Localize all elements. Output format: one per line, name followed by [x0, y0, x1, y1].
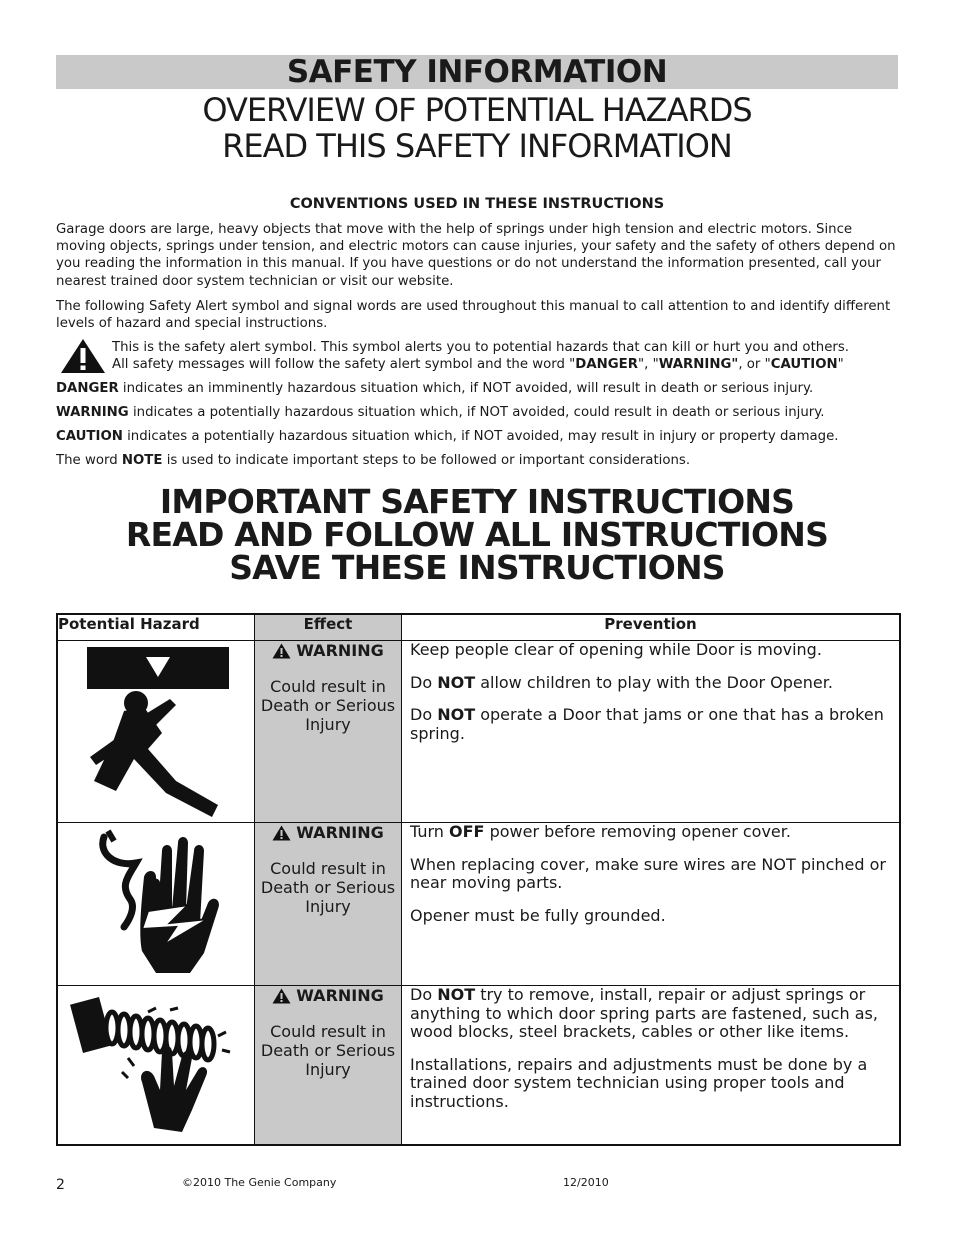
- effect-text-line: Could result in: [270, 859, 386, 878]
- page-number: 2: [56, 1177, 65, 1193]
- warning-word: WARNING: [56, 405, 129, 420]
- safety-alert-row: [60, 338, 898, 374]
- spring-tension-hand-icon: [58, 986, 254, 1142]
- important-heading-3: SAVE THESE INSTRUCTIONS: [229, 548, 725, 587]
- prevention-cell: [402, 641, 901, 823]
- prevention-text: try to remove, install, repair or adjust springs or anything to which door spring parts are fastened, such as, wood blocks, steel brackets, cables or other like items.: [410, 985, 878, 1041]
- note-definition: [56, 452, 898, 469]
- safety-alert-text: [112, 339, 849, 373]
- prevention-cell: [402, 986, 901, 1145]
- prevention-bold: NOT: [437, 705, 476, 724]
- prevention-item: [410, 823, 891, 842]
- alert-line-1: This is the safety alert symbol. This symbol alerts you to potential hazards that can kill or hurt you and others.: [112, 340, 850, 355]
- hazard-image-cell: [57, 823, 255, 986]
- safety-alert-icon: [272, 825, 291, 841]
- alert-line-2-text: All safety messages will follow the safety alert symbol and the word ": [112, 357, 576, 373]
- caution-text: indicates a potentially hazardous situation which, if NOT avoided, may result in injury or property damage.: [122, 429, 839, 444]
- prevention-cell: [402, 823, 901, 986]
- effect-text-line: Injury: [305, 897, 351, 916]
- note-word: NOTE: [121, 453, 163, 468]
- prevention-item: [410, 986, 891, 1042]
- danger-definition: [56, 380, 898, 397]
- note-pre: The word: [56, 453, 122, 468]
- table-row: [57, 986, 900, 1145]
- safety-alert-icon: [60, 338, 106, 374]
- prevention-item: [410, 674, 891, 693]
- caution-definition: [56, 428, 898, 445]
- effect-cell: [255, 823, 402, 986]
- alert-caution-word: CAUTION: [770, 357, 838, 373]
- prevention-text: Opener must be fully grounded.: [410, 905, 666, 925]
- prevention-item: [410, 856, 891, 893]
- title-band: [56, 55, 898, 89]
- prevention-text: Do: [410, 672, 438, 692]
- prevention-item: [410, 641, 891, 660]
- falling-door-person-icon: [58, 641, 254, 821]
- prevention-text: operate a Door that jams or one that has a broken spring.: [410, 705, 884, 743]
- hazard-image-cell: [57, 986, 255, 1145]
- hazard-table: [56, 613, 901, 1146]
- safety-alert-icon: [272, 988, 291, 1004]
- warning-word: WARNING: [296, 823, 384, 842]
- print-date: 12/2010: [563, 1176, 609, 1189]
- warning-label: [255, 641, 401, 660]
- prevention-text: power before removing opener cover.: [484, 822, 791, 841]
- subtitle-line-1: OVERVIEW OF POTENTIAL HAZARDS: [202, 91, 752, 129]
- conventions-paragraph-2: The following Safety Alert symbol and signal words are used throughout this manual to call attention to and identify different levels of hazard and special instructions.: [56, 299, 891, 332]
- hazard-image-cell: [57, 641, 255, 823]
- alert-sep: ": [837, 357, 844, 373]
- header-potential-hazard: Potential Hazard: [57, 614, 255, 641]
- subtitle-line-2: READ THIS SAFETY INFORMATION: [222, 127, 732, 165]
- effect-text-line: Death or Serious: [260, 1041, 396, 1060]
- prevention-item: [410, 1056, 891, 1112]
- prevention-bold: NOT: [437, 985, 476, 1004]
- conventions-heading: CONVENTIONS USED IN THESE INSTRUCTIONS: [289, 196, 665, 212]
- conventions-paragraph-1: Garage doors are large, heavy objects that move with the help of springs under high tension and electric motors. Since moving objects, springs under tension, and electric motors can cause injuries, your safety and the safety of others depend on you reading the information in this manual. If you have questions or do not understand the information presented, call your nearest trained door system technician or visit our website.: [56, 222, 896, 289]
- alert-line-2: [112, 356, 849, 373]
- safety-alert-icon: [272, 643, 291, 659]
- prevention-text: Turn: [410, 822, 450, 841]
- effect-cell: [255, 641, 402, 823]
- electric-shock-hand-icon: [58, 823, 254, 983]
- important-heading-1: IMPORTANT SAFETY INSTRUCTIONS: [159, 482, 795, 521]
- warning-word: WARNING: [296, 986, 384, 1005]
- alert-sep: , or ": [738, 357, 771, 373]
- warning-word: WARNING: [296, 641, 384, 660]
- header-effect: Effect: [255, 614, 402, 641]
- prevention-text: Do: [410, 985, 438, 1004]
- warning-definition: [56, 404, 898, 421]
- prevention-text: allow children to play with the Door Opener.: [475, 672, 833, 692]
- note-text: is used to indicate important steps to be followed or important considerations.: [162, 453, 691, 468]
- warning-label: [255, 986, 401, 1005]
- prevention-bold: NOT: [437, 672, 476, 692]
- warning-text: indicates a potentially hazardous situation which, if NOT avoided, could result in death or serious injury.: [128, 405, 825, 420]
- alert-warning-word: WARNING": [658, 357, 739, 373]
- effect-text-line: Injury: [305, 1060, 351, 1079]
- header-prevention: Prevention: [402, 614, 901, 641]
- prevention-bold: OFF: [449, 822, 485, 841]
- table-row: [57, 641, 900, 823]
- prevention-item: [410, 706, 891, 743]
- alert-danger-word: DANGER: [575, 357, 638, 373]
- danger-word: DANGER: [56, 381, 119, 396]
- effect-text-line: Could result in: [270, 677, 386, 696]
- table-row: [57, 823, 900, 986]
- danger-text: indicates an imminently hazardous situation which, if NOT avoided, will result in death or serious injury.: [118, 381, 814, 396]
- prevention-text: Installations, repairs and adjustments must be done by a trained door system technician using proper tools and instructions.: [410, 1054, 868, 1111]
- alert-sep: ", ": [638, 357, 659, 373]
- prevention-text: Keep people clear of opening while Door is moving.: [410, 640, 822, 659]
- prevention-item: [410, 907, 891, 926]
- effect-text-line: Could result in: [270, 1022, 386, 1041]
- effect-text-line: Injury: [305, 715, 351, 734]
- important-heading-2: READ AND FOLLOW ALL INSTRUCTIONS: [125, 515, 829, 554]
- effect-cell: [255, 986, 402, 1145]
- hazard-table-header: [57, 614, 900, 641]
- caution-word: CAUTION: [56, 429, 123, 444]
- effect-text-line: Death or Serious: [260, 878, 396, 897]
- warning-label: [255, 823, 401, 842]
- prevention-text: When replacing cover, make sure wires are NOT pinched or near moving parts.: [410, 854, 886, 892]
- copyright: ©2010 The Genie Company: [182, 1176, 337, 1189]
- prevention-text: Do: [410, 705, 438, 724]
- effect-text-line: Death or Serious: [260, 696, 396, 715]
- page-title: SAFETY INFORMATION: [286, 54, 668, 90]
